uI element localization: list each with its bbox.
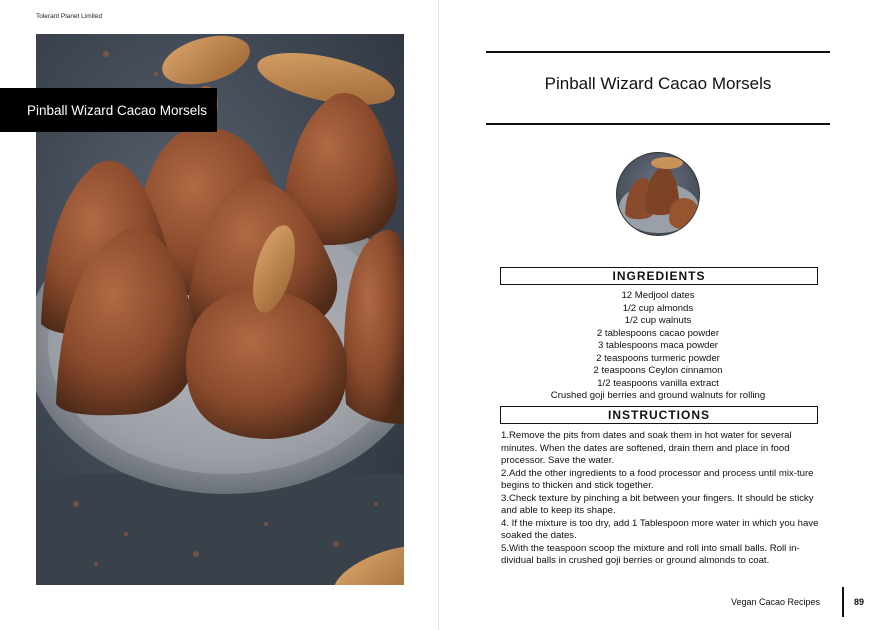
ingredients-list: [486, 290, 830, 403]
instruction-step: 1.Remove the pits from dates and soak them in hot water for several minutes. When the dates are softened, drain them and place in food processor. Save the water.: [501, 430, 792, 466]
ingredient-item: 2 tablespoons cacao powder: [596, 327, 720, 339]
recipe-title: Pinball Wizard Cacao Morsels: [544, 74, 772, 93]
instruction-step: 3.Check texture by pinching a bit between your fingers. It should be sticky and able to keep its shape.: [501, 492, 814, 516]
ingredient-item: Crushed goji berries and ground walnuts for rolling: [550, 390, 766, 401]
right-page: [439, 0, 875, 630]
footer-label: Vegan Cacao Recipes: [731, 597, 821, 607]
ingredients-heading: INGREDIENTS: [612, 269, 706, 283]
ingredient-item: 2 teaspoons Ceylon cinnamon: [593, 365, 723, 376]
ingredient-item: 1/2 teaspoons vanilla extract: [597, 377, 719, 389]
publisher-name: Tolerant Planet Limited: [36, 13, 103, 20]
footer-divider: [842, 587, 844, 617]
ingredients-heading-box: [500, 267, 818, 285]
instruction-step: 5.With the teaspoon scoop the mixture and roll into small balls. Roll in-dividual balls in crushed goji berries or ground almonds to coat.: [501, 542, 800, 566]
title-underline-rule: [486, 123, 830, 125]
instructions-heading: INSTRUCTIONS: [608, 408, 710, 422]
instruction-step: 2.Add the other ingredients to a food processor and process until mix-ture begins to thicken and stick together.: [501, 467, 814, 491]
ingredient-item: 2 teaspoons turmeric powder: [596, 352, 720, 364]
ingredient-item: 12 Medjool dates: [621, 290, 695, 301]
thumbnail-illustration: [617, 153, 700, 236]
instructions-list: [501, 430, 821, 568]
ingredient-item: 3 tablespoons maca powder: [598, 340, 718, 351]
overlay-title: Pinball Wizard Cacao Morsels: [27, 102, 208, 118]
overlay-title-box: [0, 88, 217, 132]
ingredient-item: 1/2 cup almonds: [622, 302, 694, 314]
page-number: 89: [854, 597, 865, 607]
instructions-heading-box: [500, 406, 818, 424]
instruction-step: 4. If the mixture is too dry, add 1 Tablespoon more water in which you have soaked the dates.: [501, 517, 819, 541]
ingredient-item: 1/2 cup walnuts: [624, 315, 692, 326]
recipe-thumbnail: [616, 152, 700, 236]
top-rule: [486, 51, 830, 53]
